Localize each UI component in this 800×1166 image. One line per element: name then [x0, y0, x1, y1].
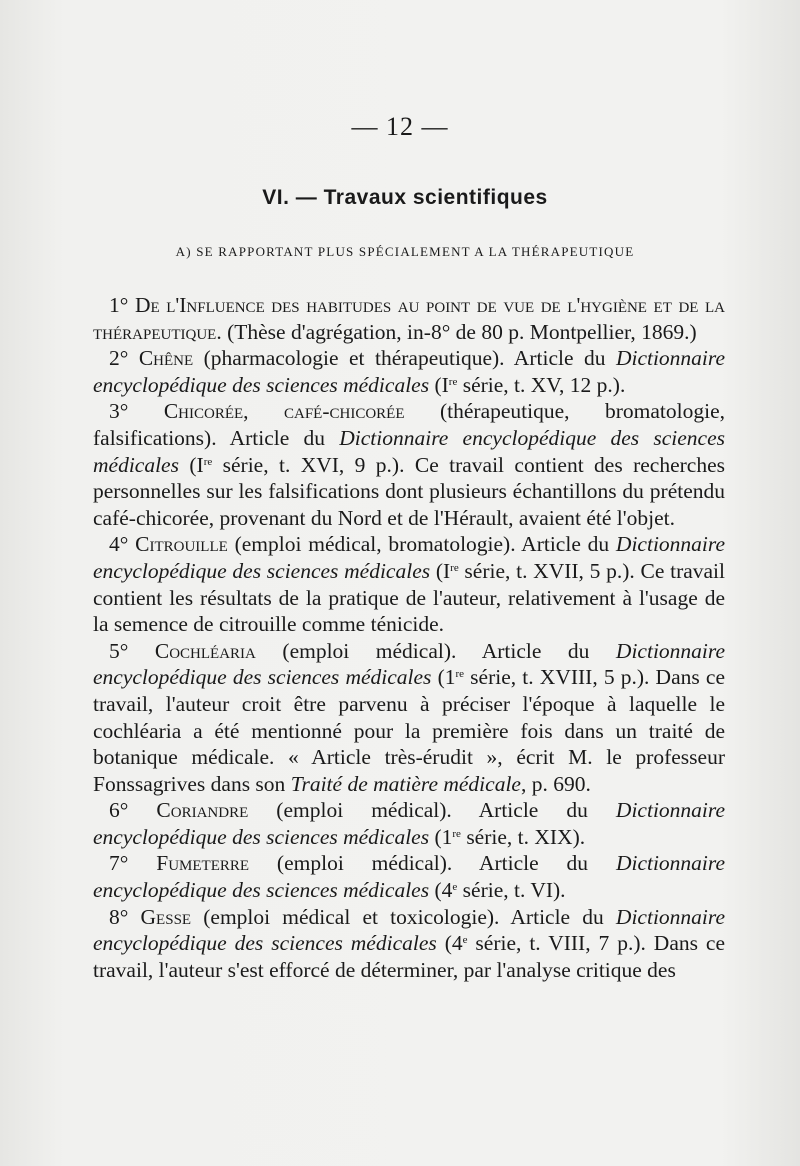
entry-text: (I: [178, 452, 204, 477]
entry-superscript: e: [462, 934, 468, 947]
entry-text: (I: [429, 372, 449, 397]
page-number: — 12 —: [351, 112, 449, 141]
entry-title: Fumeterre: [156, 851, 250, 876]
entry-publication: Dictionnaire encyclopédique des sciences médicales: [93, 904, 725, 956]
entry-superscript: re: [452, 827, 461, 840]
entry-list: [93, 292, 725, 983]
entry-title: Gesse: [140, 904, 192, 929]
entry-publication: Dictionnaire encyclopédique des sciences médicales: [93, 532, 725, 583]
entry-text: (emploi médical). Article du: [249, 851, 616, 876]
entry-title: Citrouille: [135, 532, 228, 557]
entry-text: , p. 690.: [520, 771, 591, 796]
entry-5: [93, 638, 725, 798]
entry-text: série, t. VI).: [457, 878, 566, 903]
entry-title: Chicorée, café-chicorée: [163, 399, 405, 424]
entry-number: 4°: [109, 532, 129, 557]
entry-text: (Thèse d'agrégation, in-8° de 80 p. Montpellier, 1869.): [221, 319, 697, 344]
section-title: VI. — Travaux scientifiques: [262, 186, 548, 209]
entry-number: 8°: [109, 904, 129, 929]
entry-text: (1: [431, 665, 456, 690]
entry-8: [93, 904, 725, 984]
entry-superscript: re: [450, 561, 459, 574]
entry-text: (1: [429, 824, 453, 849]
entry-superscript: e: [452, 881, 458, 894]
entry-text: série, t. VIII, 7 p.). Dans ce travail, l'auteur s'est efforcé de déterminer, par l'analyse critique des: [93, 931, 725, 982]
entry-1: [93, 292, 725, 345]
entry-publication: Dictionnaire encyclopédique des sciences médicales: [93, 798, 725, 849]
entry-title: Cochléaria: [154, 638, 256, 663]
entry-number: 5°: [109, 638, 129, 663]
entry-superscript: re: [448, 375, 458, 388]
entry-publication: Dictionnaire encyclopédique des sciences médicales: [93, 851, 726, 903]
entry-text: (I: [430, 558, 451, 583]
entry-superscript: re: [203, 455, 213, 468]
entry-number: 1°: [109, 293, 129, 317]
entry-number: 7°: [109, 851, 129, 876]
entry-publication: Dictionnaire encyclopédique des sciences médicales: [93, 346, 726, 397]
entry-cited-work: Traité de matière médicale: [290, 771, 521, 796]
entry-text: série, t. XVII, 5 p.). Ce travail contient les résultats de la pratique de l'auteur, relativement à l'usage de la semence de citrouille comme ténicide.: [93, 558, 726, 637]
entry-publication: Dictionnaire encyclopédique des sciences médicales: [93, 638, 725, 690]
entry-7: [93, 850, 725, 903]
entry-6: [93, 797, 725, 850]
entry-number: 6°: [109, 798, 129, 823]
entry-text: (pharmacologie et thérapeutique). Article du: [193, 346, 616, 371]
entry-text: série, t. XV, 12 p.).: [457, 372, 626, 397]
entry-2: [93, 345, 725, 398]
entry-text: série, t. XVIII, 5 p.). Dans ce travail, l'auteur croit être parvenu à préciser l'époque à laquelle le cochléaria a été mentionné pour la première fois dans un traité de botanique médicale. « Article très-érudit », écrit M. le professeur Fonssagrives dans son: [93, 665, 725, 796]
entry-title: Chêne: [138, 346, 194, 371]
subsection-title: A) SE RAPPORTANT PLUS SPÉCIALEMENT A LA THÉRAPEUTIQUE: [175, 244, 635, 259]
entry-text: (emploi médical). Article du: [248, 798, 616, 823]
entry-title: Coriandre: [156, 798, 249, 823]
entry-4: [93, 531, 725, 637]
entry-text: (emploi médical, bromatologie). Article du: [227, 532, 616, 557]
entry-text: série, t. XVI, 9 p.). Ce travail contient des recherches personnelles sur les falsifications dont plusieurs échantillons du prétendu café-chicorée, provenant du Nord et de l'Hérault, avaient été l'objet.: [93, 452, 726, 530]
entry-title: De l'Influence des habitudes au point de vue de l'hygiène et de la thérapeutique.: [93, 293, 726, 344]
entry-text: série, t. XIX).: [460, 824, 586, 849]
entry-number: 2°: [109, 346, 129, 371]
entry-text: (thérapeutique, bromatologie, falsifications). Article du: [93, 399, 725, 450]
entry-text: (emploi médical et toxicologie). Article du: [191, 904, 616, 929]
entry-number: 3°: [109, 399, 129, 424]
entry-text: (4: [436, 931, 463, 956]
entry-publication: Dictionnaire encyclopédique des sciences médicales: [93, 425, 725, 477]
entry-text: (emploi médical). Article du: [255, 638, 616, 663]
entry-text: (4: [429, 878, 453, 903]
entry-3: [93, 398, 725, 531]
entry-superscript: re: [455, 668, 465, 681]
